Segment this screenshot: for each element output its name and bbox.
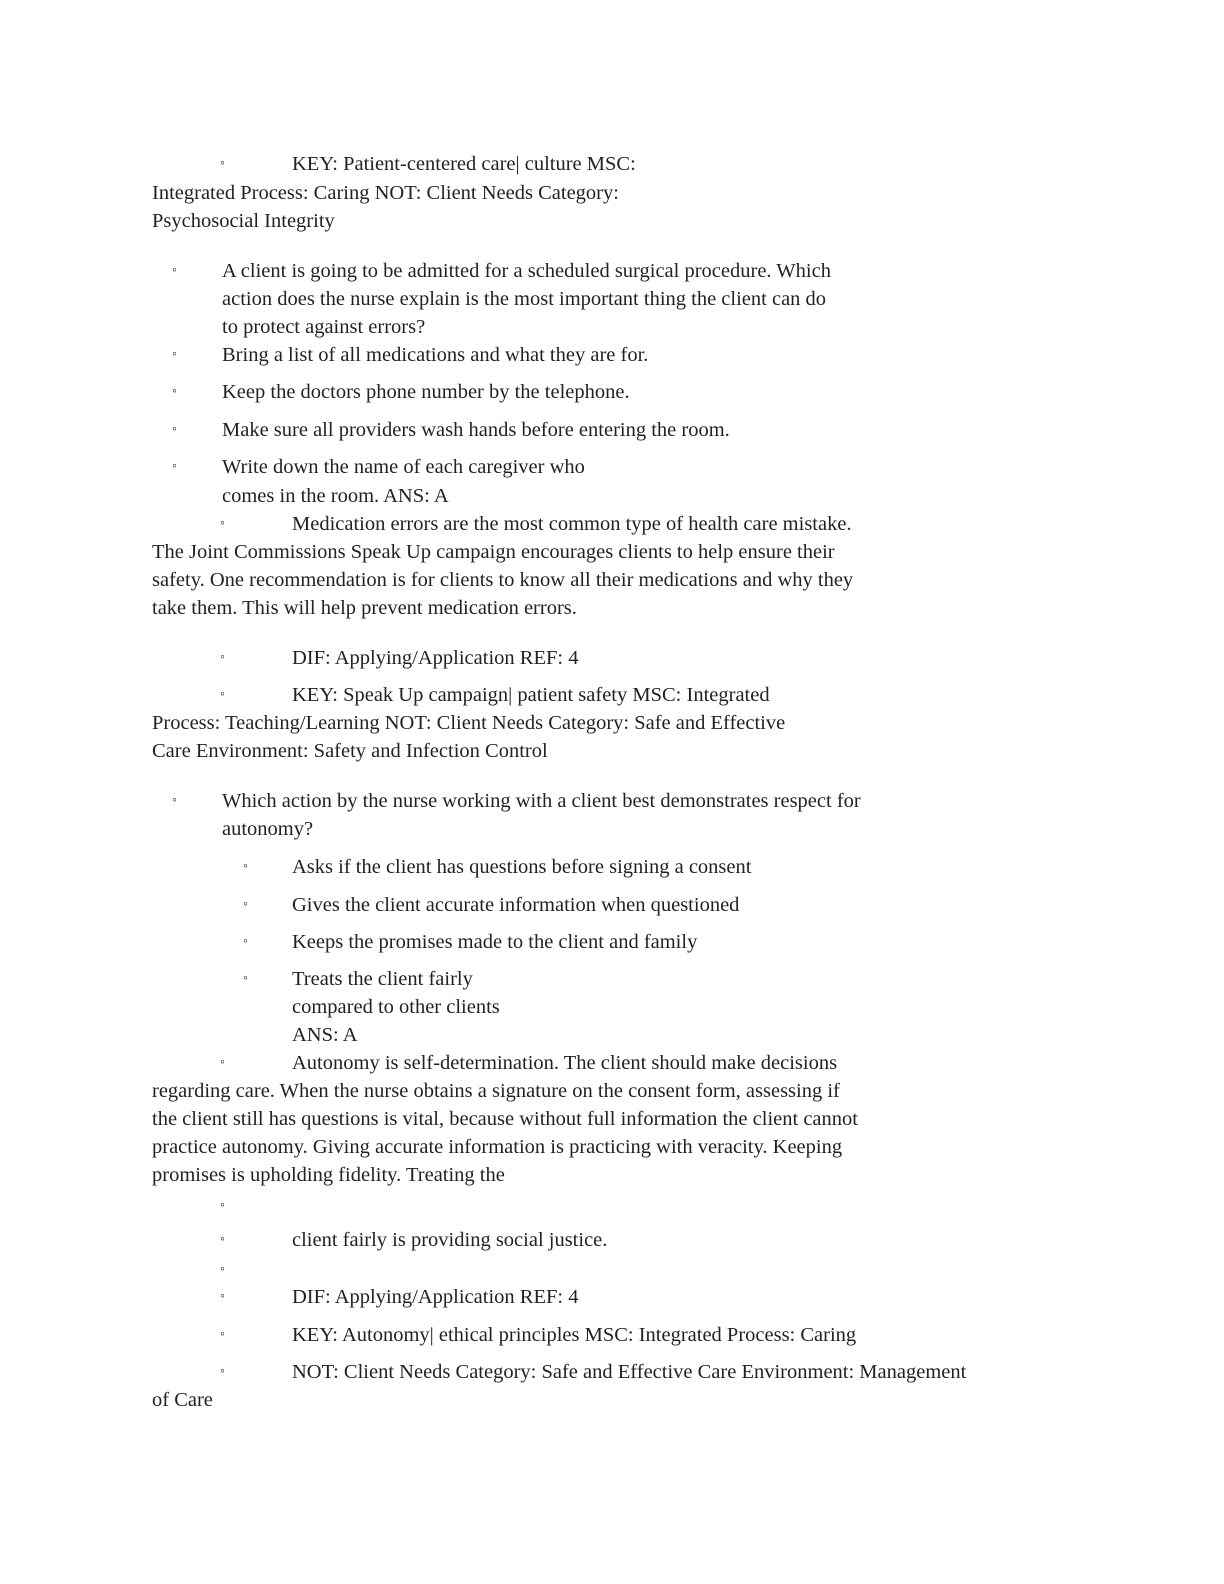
- bullet: ◦: [220, 687, 225, 702]
- rationale: promises is upholding fidelity. Treating the: [152, 1164, 505, 1186]
- answer-option: Make sure all providers wash hands before entering the room.: [222, 419, 730, 441]
- bullet: ◦: [220, 1262, 225, 1277]
- key-line-cont: Care Environment: Safety and Infection Control: [152, 740, 548, 762]
- key-line: KEY: Patient-centered care| culture MSC:: [292, 153, 636, 175]
- question-stem: A client is going to be admitted for a scheduled surgical procedure. Which: [222, 260, 831, 282]
- bullet: ◦: [220, 516, 225, 531]
- question-stem: autonomy?: [222, 818, 314, 840]
- bullet: ◦: [243, 897, 248, 912]
- bullet: ◦: [172, 459, 177, 474]
- key-line: KEY: Speak Up campaign| patient safety MSC: Integrated: [292, 684, 770, 706]
- answer-option: Treats the client fairly: [292, 968, 473, 990]
- rationale: The Joint Commissions Speak Up campaign encourages clients to help ensure their: [152, 541, 835, 563]
- bullet: ◦: [243, 934, 248, 949]
- key-line-cont: Psychosocial Integrity: [152, 210, 335, 232]
- answer-option: Gives the client accurate information when questioned: [292, 894, 740, 916]
- answer-option: Asks if the client has questions before signing a consent: [292, 856, 752, 878]
- bullet: ◦: [220, 1055, 225, 1070]
- answer-key: comes in the room. ANS: A: [222, 485, 449, 507]
- bullet: ◦: [220, 1289, 225, 1304]
- bullet: ◦: [243, 859, 248, 874]
- key-line: KEY: Autonomy| ethical principles MSC: Integrated Process: Caring: [292, 1324, 857, 1346]
- answer-option: Keep the doctors phone number by the telephone.: [222, 381, 630, 403]
- bullet: ◦: [172, 384, 177, 399]
- bullet: ◦: [220, 1327, 225, 1342]
- rationale: Autonomy is self-determination. The client should make decisions: [292, 1052, 838, 1074]
- rationale: safety. One recommendation is for clients to know all their medications and why they: [152, 569, 854, 591]
- question-stem: to protect against errors?: [222, 316, 426, 338]
- question-stem: action does the nurse explain is the most important thing the client can do: [222, 288, 827, 310]
- bullet: ◦: [220, 1364, 225, 1379]
- bullet: ◦: [220, 1198, 225, 1213]
- rationale: the client still has questions is vital, because without full information the client cannot: [152, 1108, 858, 1130]
- question-stem: Which action by the nurse working with a client best demonstrates respect for: [222, 790, 861, 812]
- answer-option: Keeps the promises made to the client and family: [292, 931, 698, 953]
- category-line-cont: of Care: [152, 1389, 213, 1411]
- rationale: Medication errors are the most common type of health care mistake.: [292, 513, 852, 535]
- answer-option: Bring a list of all medications and what they are for.: [222, 344, 649, 366]
- key-line-cont: Process: Teaching/Learning NOT: Client Needs Category: Safe and Effective: [152, 712, 786, 734]
- category-line: NOT: Client Needs Category: Safe and Effective Care Environment: Management: [292, 1361, 967, 1383]
- rationale: client fairly is providing social justice.: [292, 1229, 608, 1251]
- bullet: ◦: [220, 650, 225, 665]
- key-line-cont: Integrated Process: Caring NOT: Client Needs Category:: [152, 182, 619, 204]
- answer-option: Write down the name of each caregiver who: [222, 456, 585, 478]
- bullet: ◦: [220, 156, 225, 171]
- answer-key: ANS: A: [292, 1024, 358, 1046]
- rationale: regarding care. When the nurse obtains a signature on the consent form, assessing if: [152, 1080, 840, 1102]
- bullet: ◦: [172, 263, 177, 278]
- rationale: take them. This will help prevent medication errors.: [152, 597, 577, 619]
- bullet: ◦: [172, 347, 177, 362]
- bullet: ◦: [172, 793, 177, 808]
- answer-option: compared to other clients: [292, 996, 500, 1018]
- bullet: ◦: [220, 1232, 225, 1247]
- difficulty-line: DIF: Applying/Application REF: 4: [292, 647, 579, 669]
- difficulty-line: DIF: Applying/Application REF: 4: [292, 1286, 579, 1308]
- bullet: ◦: [172, 422, 177, 437]
- bullet: ◦: [243, 971, 248, 986]
- rationale: practice autonomy. Giving accurate information is practicing with veracity. Keeping: [152, 1136, 843, 1158]
